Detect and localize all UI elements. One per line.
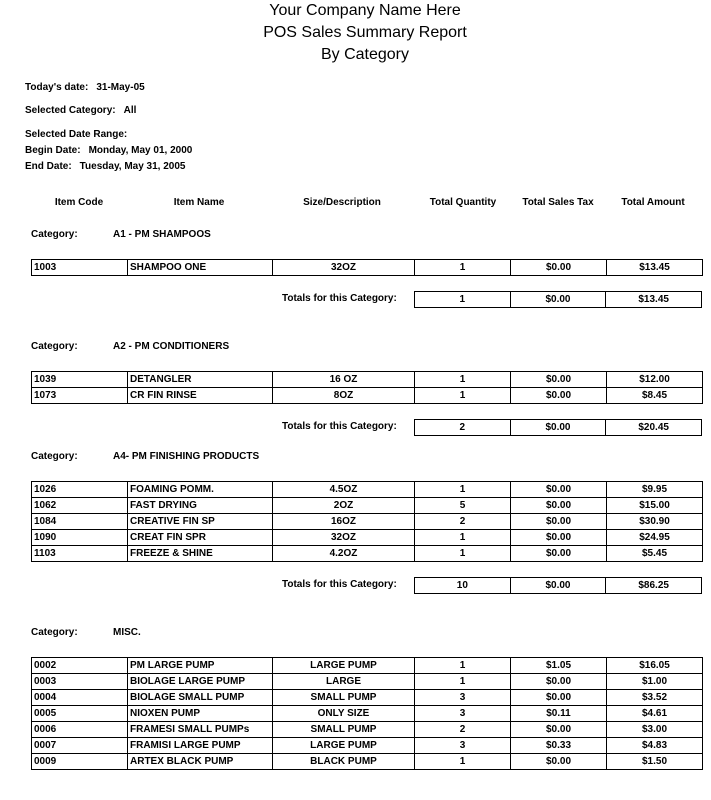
- item-name: CR FIN RINSE: [128, 388, 273, 404]
- col-header-item-code: Item Code: [54, 197, 104, 208]
- item-size: 16 OZ: [273, 372, 415, 388]
- end-date-value: Tuesday, May 31, 2005: [79, 161, 186, 172]
- item-size: 4.2OZ: [273, 546, 415, 562]
- item-size: LARGE PUMP: [273, 658, 415, 674]
- item-size: 32OZ: [273, 260, 415, 276]
- item-quantity: 2: [415, 722, 511, 738]
- item-quantity: 1: [415, 658, 511, 674]
- table-row: [32, 372, 703, 388]
- category-heading: [31, 229, 211, 240]
- begin-date: [25, 145, 192, 156]
- item-code: 0003: [32, 674, 128, 690]
- category-totals: [414, 291, 702, 308]
- category-totals: [414, 577, 702, 594]
- item-amount: $9.95: [607, 482, 703, 498]
- total-quantity: 1: [415, 292, 511, 308]
- total-sales-tax: $0.00: [510, 420, 606, 436]
- item-amount: $16.05: [607, 658, 703, 674]
- item-size: SMALL PUMP: [273, 722, 415, 738]
- item-sales-tax: $0.00: [511, 722, 607, 738]
- table-row: [32, 514, 703, 530]
- category-heading: [31, 627, 141, 638]
- item-name: SHAMPOO ONE: [128, 260, 273, 276]
- item-amount: $5.45: [607, 546, 703, 562]
- total-quantity: 10: [415, 578, 511, 594]
- item-sales-tax: $0.00: [511, 482, 607, 498]
- col-header-size: Size/Description: [303, 197, 381, 208]
- item-amount: $12.00: [607, 372, 703, 388]
- item-code: 0006: [32, 722, 128, 738]
- table-row: [32, 260, 703, 276]
- item-code: 0004: [32, 690, 128, 706]
- totals-label: Totals for this Category:: [282, 421, 397, 432]
- item-name: FAST DRYING: [128, 498, 273, 514]
- item-amount: $3.00: [607, 722, 703, 738]
- table-row: [32, 738, 703, 754]
- item-sales-tax: $0.00: [511, 388, 607, 404]
- category-label: Category:: [31, 229, 78, 240]
- table-row: [32, 388, 703, 404]
- item-size: LARGE PUMP: [273, 738, 415, 754]
- total-sales-tax: $0.00: [510, 292, 606, 308]
- item-sales-tax: $0.00: [511, 546, 607, 562]
- item-size: 4.5OZ: [273, 482, 415, 498]
- col-header-total-amount: Total Amount: [621, 197, 685, 208]
- total-quantity: 2: [415, 420, 511, 436]
- item-amount: $4.83: [607, 738, 703, 754]
- item-code: 1073: [32, 388, 128, 404]
- totals-label: Totals for this Category:: [282, 293, 397, 304]
- item-quantity: 1: [415, 372, 511, 388]
- category-items-table: [31, 481, 703, 562]
- selected-category: [25, 105, 136, 116]
- table-row: [32, 754, 703, 770]
- item-amount: $15.00: [607, 498, 703, 514]
- category-items-table: [31, 259, 703, 276]
- company-name: Your Company Name Here: [269, 2, 461, 19]
- date-range-label: Selected Date Range:: [25, 129, 128, 140]
- item-code: 1103: [32, 546, 128, 562]
- todays-date-value: 31-May-05: [96, 82, 145, 93]
- item-sales-tax: $0.00: [511, 690, 607, 706]
- item-quantity: 5: [415, 498, 511, 514]
- item-quantity: 3: [415, 706, 511, 722]
- item-amount: $1.00: [607, 674, 703, 690]
- table-row: [32, 690, 703, 706]
- report-subtitle: By Category: [320, 46, 410, 63]
- item-code: 1090: [32, 530, 128, 546]
- total-sales-tax: $0.00: [510, 578, 606, 594]
- item-name: PM LARGE PUMP: [128, 658, 273, 674]
- selected-category-label: Selected Category:: [25, 105, 116, 116]
- item-code: 1062: [32, 498, 128, 514]
- item-sales-tax: $0.00: [511, 514, 607, 530]
- item-code: 0007: [32, 738, 128, 754]
- category-items-table: [31, 371, 703, 404]
- item-amount: $13.45: [607, 260, 703, 276]
- total-amount: $20.45: [606, 420, 702, 436]
- item-name: CREAT FIN SPR: [128, 530, 273, 546]
- item-code: 1084: [32, 514, 128, 530]
- item-quantity: 1: [415, 482, 511, 498]
- category-heading: [31, 451, 260, 462]
- item-amount: $4.61: [607, 706, 703, 722]
- item-sales-tax: $0.00: [511, 260, 607, 276]
- begin-date-value: Monday, May 01, 2000: [88, 145, 193, 156]
- item-code: 1039: [32, 372, 128, 388]
- item-name: NIOXEN PUMP: [128, 706, 273, 722]
- category-totals: [414, 419, 702, 436]
- item-amount: $8.45: [607, 388, 703, 404]
- item-amount: $24.95: [607, 530, 703, 546]
- item-sales-tax: $0.00: [511, 754, 607, 770]
- item-amount: $3.52: [607, 690, 703, 706]
- item-sales-tax: $0.00: [511, 530, 607, 546]
- col-header-item-name: Item Name: [173, 197, 225, 208]
- item-quantity: 1: [415, 546, 511, 562]
- item-quantity: 1: [415, 754, 511, 770]
- item-code: 0005: [32, 706, 128, 722]
- item-sales-tax: $0.33: [511, 738, 607, 754]
- item-sales-tax: $0.00: [511, 372, 607, 388]
- category-label: Category:: [31, 451, 78, 462]
- table-row: [32, 530, 703, 546]
- totals-label: Totals for this Category:: [282, 579, 397, 590]
- item-name: FREEZE & SHINE: [128, 546, 273, 562]
- item-quantity: 1: [415, 674, 511, 690]
- selected-category-value: All: [123, 105, 137, 116]
- item-name: FRAMESI SMALL PUMPs: [128, 722, 273, 738]
- item-sales-tax: $0.00: [511, 674, 607, 690]
- table-row: [32, 674, 703, 690]
- col-header-total-quantity: Total Quantity: [429, 197, 497, 208]
- item-size: 2OZ: [273, 498, 415, 514]
- item-amount: $1.50: [607, 754, 703, 770]
- item-quantity: 3: [415, 690, 511, 706]
- end-date-label: End Date:: [25, 161, 72, 172]
- begin-date-label: Begin Date:: [25, 145, 81, 156]
- item-code: 0009: [32, 754, 128, 770]
- item-quantity: 1: [415, 260, 511, 276]
- item-name: DETANGLER: [128, 372, 273, 388]
- category-name: MISC.: [113, 627, 141, 638]
- item-code: 1003: [32, 260, 128, 276]
- end-date: [25, 161, 185, 172]
- table-row: [32, 658, 703, 674]
- category-label: Category:: [31, 627, 78, 638]
- totals-row: [415, 578, 702, 594]
- category-label: Category:: [31, 341, 78, 352]
- item-size: 8OZ: [273, 388, 415, 404]
- report-title: POS Sales Summary Report: [263, 24, 467, 41]
- col-header-total-sales-tax: Total Sales Tax: [522, 197, 594, 208]
- item-sales-tax: $0.11: [511, 706, 607, 722]
- total-amount: $13.45: [606, 292, 702, 308]
- item-name: CREATIVE FIN SP: [128, 514, 273, 530]
- category-name: A4- PM FINISHING PRODUCTS: [113, 451, 260, 462]
- category-heading: [31, 341, 230, 352]
- item-code: 0002: [32, 658, 128, 674]
- todays-date: [25, 82, 145, 93]
- item-size: ONLY SIZE: [273, 706, 415, 722]
- item-size: BLACK PUMP: [273, 754, 415, 770]
- item-sales-tax: $0.00: [511, 498, 607, 514]
- item-size: 16OZ: [273, 514, 415, 530]
- item-size: LARGE: [273, 674, 415, 690]
- table-row: [32, 706, 703, 722]
- item-amount: $30.90: [607, 514, 703, 530]
- item-quantity: 3: [415, 738, 511, 754]
- total-amount: $86.25: [606, 578, 702, 594]
- item-quantity: 1: [415, 388, 511, 404]
- totals-row: [415, 292, 702, 308]
- item-size: SMALL PUMP: [273, 690, 415, 706]
- todays-date-label: Today's date:: [25, 82, 89, 93]
- totals-row: [415, 420, 702, 436]
- table-row: [32, 498, 703, 514]
- table-row: [32, 482, 703, 498]
- category-items-table: [31, 657, 703, 770]
- item-quantity: 1: [415, 530, 511, 546]
- category-name: A1 - PM SHAMPOOS: [113, 229, 211, 240]
- item-name: ARTEX BLACK PUMP: [128, 754, 273, 770]
- item-size: 32OZ: [273, 530, 415, 546]
- item-code: 1026: [32, 482, 128, 498]
- item-name: BIOLAGE SMALL PUMP: [128, 690, 273, 706]
- table-row: [32, 722, 703, 738]
- item-quantity: 2: [415, 514, 511, 530]
- table-row: [32, 546, 703, 562]
- item-name: FOAMING POMM.: [128, 482, 273, 498]
- item-name: BIOLAGE LARGE PUMP: [128, 674, 273, 690]
- item-sales-tax: $1.05: [511, 658, 607, 674]
- item-name: FRAMISI LARGE PUMP: [128, 738, 273, 754]
- category-name: A2 - PM CONDITIONERS: [113, 341, 230, 352]
